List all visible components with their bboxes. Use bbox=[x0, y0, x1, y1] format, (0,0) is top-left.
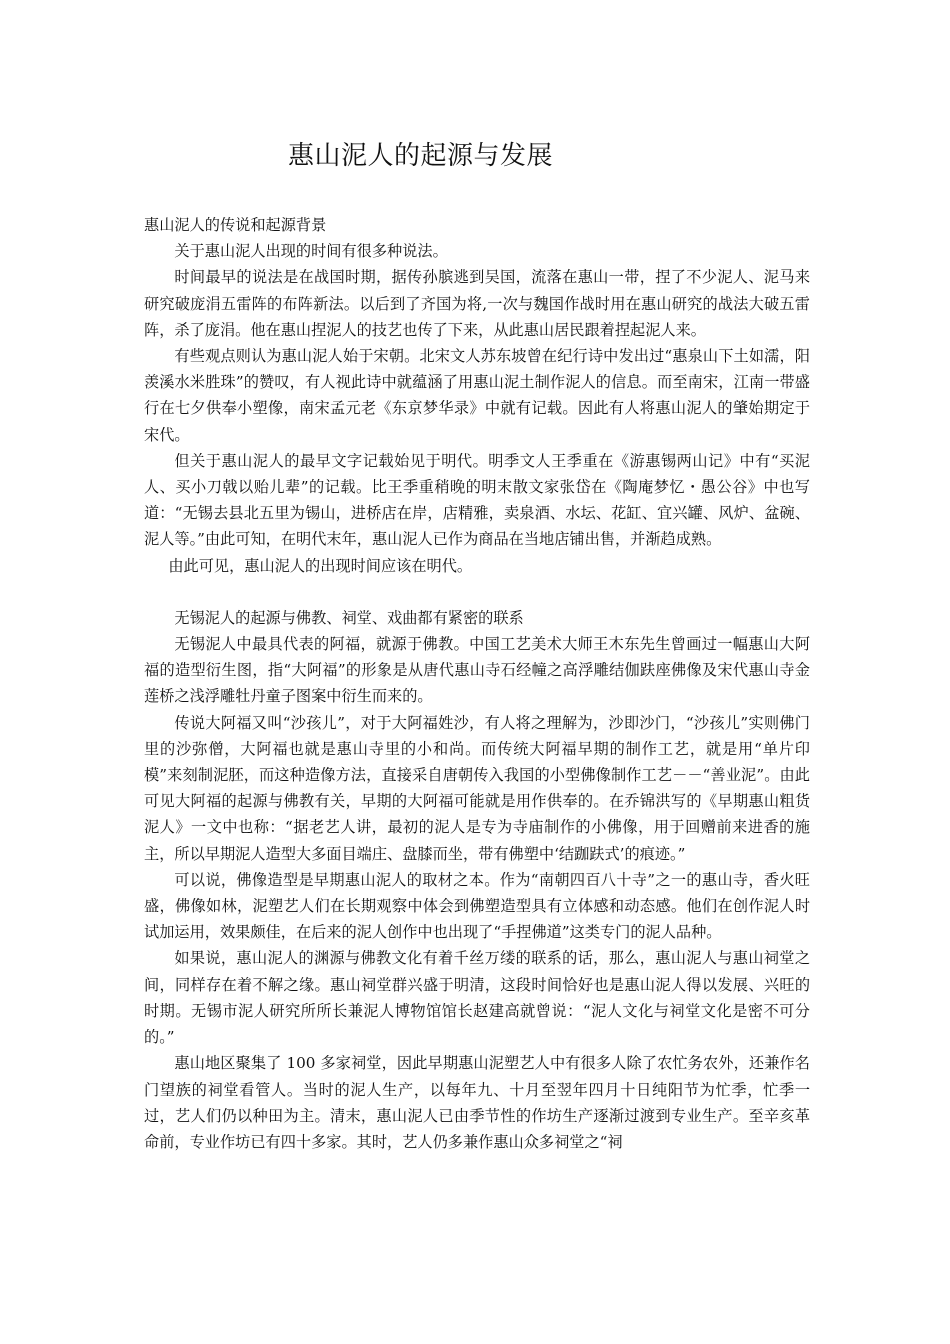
paragraph: 关于惠山泥人出现的时间有很多种说法。 bbox=[174, 242, 448, 261]
paragraph: 无锡泥人中最具代表的阿福，就源于佛教。中国工艺美术大师王木东先生曾画过一幅惠山大阿福的造型衍生图，指“大阿福”的形象是从唐代惠山寺石经幢之高浮雕结伽趺座佛像及宋代惠山寺金莲桥之浅浮雕牡丹童子图案中衍生而来的。 bbox=[144, 635, 810, 706]
paragraph: 可以说，佛像造型是早期惠山泥人的取材之本。作为“南朝四百八十寺”之一的惠山寺，香火旺盛，佛像如林，泥塑艺人们在长期观察中体会到佛塑造型具有立体感和动态感。他们在创作泥人时试加运用，效果颇佳，在后来的泥人创作中也出现了“手捏佛道”这类专门的泥人品种。 bbox=[144, 870, 810, 942]
paragraph: 有些观点则认为惠山泥人始于宋朝。北宋文人苏东坡曾在纪行诗中发出过“惠泉山下土如濡，阳羡溪水米胜珠”的赞叹，有人视此诗中就蕴涵了用惠山泥土制作泥人的信息。而至南宋，江南一带盛行在七夕供奉小塑像，南宋孟元老《东京梦华录》中就有记载。因此有人将惠山泥人的肇始期定于宋代。 bbox=[144, 347, 810, 444]
paragraph: 时间最早的说法是在战国时期，据传孙膑逃到吴国，流落在惠山一带，捏了不少泥人、泥马来研究破庞涓五雷阵的布阵新法。以后到了齐国为将,一次与魏国作战时用在惠山研究的战法大破五雷阵，杀了庞涓。他在惠山捏泥人的技艺也传了下来，从此惠山居民跟着捏起泥人来。 bbox=[144, 268, 810, 339]
paragraph: 但关于惠山泥人的最早文字记载始见于明代。明季文人王季重在《游惠锡两山记》中有“买泥人、买小刀戟以贻儿辈”的记载。比王季重稍晚的明末散文家张岱在《陶庵梦忆・愚公谷》中也写道：“无锡去县北五里为锡山，进桥店在岸，店精雅，卖泉酒、水坛、花缸、宜兴罐、风炉、盆碗、泥人等。”由此可知，在明代末年，惠山泥人已作为商品在当地店铺出售，并渐趋成熟。 bbox=[144, 451, 810, 549]
conclusion-paragraph: 由此可见，惠山泥人的出现时间应该在明代。 bbox=[168, 556, 473, 575]
paragraph: 惠山地区聚集了 100 多家祠堂，因此早期惠山泥塑艺人中有很多人除了农忙务农外，还兼作名门望族的祠堂看管人。当时的泥人生产，以每年九、十月至翌年四月十日纯阳节为忙季，忙季一过，艺人们仍以种田为主。清末，惠山泥人已由季节性的作坊生产逐渐过渡到专业生产。至辛亥革命前，专业作坊已有四十多家。其时，艺人仍多兼作惠山众多祠堂之“祠 bbox=[144, 1054, 810, 1151]
section-spacer bbox=[144, 579, 810, 605]
document-body bbox=[144, 212, 810, 1155]
paragraph: 传说大阿福又叫“沙孩儿”，对于大阿福姓沙，有人将之理解为，沙即沙门，“沙孩儿”实则佛门里的沙弥僧，大阿福也就是惠山寺里的小和尚。而传统大阿福早期的制作工艺，就是用“单片印模”来刻制泥胚，而这种造像方法，直接采自唐朝传入我国的小型佛像制作工艺－－“善业泥”。由此可见大阿福的起源与佛教有关，早期的大阿福可能就是用作供奉的。在乔锦洪写的《早期惠山粗货泥人》一文中也称：“据老艺人讲，最初的泥人是专为寺庙制作的小佛像，用于回赠前来进香的施主，所以早期泥人造型大多面目端庄、盘膝而坐，带有佛塑中‘结跏趺式’的痕迹。” bbox=[144, 713, 810, 863]
paragraph: 如果说，惠山泥人的渊源与佛教文化有着千丝万缕的联系的话，那么，惠山泥人与惠山祠堂之间，同样存在着不解之缘。惠山祠堂群兴盛于明清，这段时间恰好也是惠山泥人得以发展、兴旺的时期。无锡市泥人研究所所长兼泥人博物馆馆长赵建高就曾说：“泥人文化与祠堂文化是密不可分的。” bbox=[144, 949, 810, 1047]
section-heading-legend-origins: 惠山泥人的传说和起源背景 bbox=[144, 216, 327, 234]
document-title: 惠山泥人的起源与发展 bbox=[288, 141, 554, 171]
section-heading-buddhism-ancestral-halls: 无锡泥人的起源与佛教、祠堂、戏曲都有紧密的联系 bbox=[174, 608, 524, 627]
